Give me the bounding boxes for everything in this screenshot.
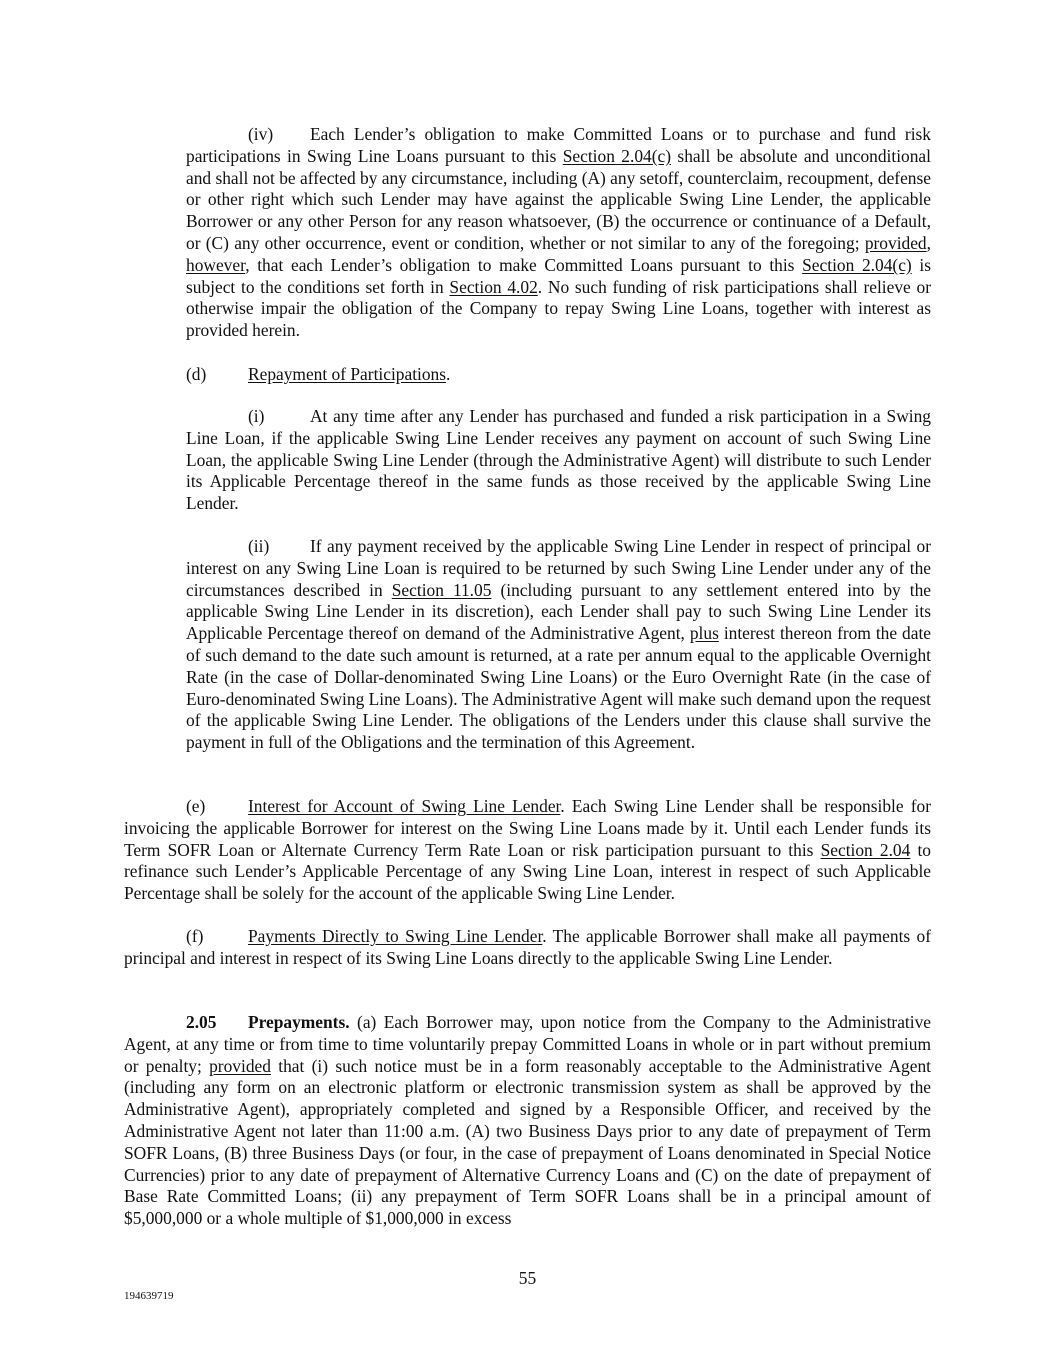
section-heading: Repayment of Participations (248, 364, 447, 384)
document-id: 194639719 (124, 1290, 174, 1302)
term-provided: provided (864, 232, 927, 253)
section-reference: Section 11.05 (391, 579, 492, 600)
section-reference: Section 2.04(c) (562, 145, 672, 166)
paragraph-number: (ii) (248, 536, 270, 556)
section-heading: Payments Directly to Swing Line Lender (248, 926, 543, 946)
term-however: however (186, 254, 246, 275)
section-number: 2.05 (186, 1012, 217, 1032)
paragraph-iv: (iv) Each Lender’s obligation to make Committed Loans or to purchase and fund risk participations in Swing Line Loans pursuant to this Section 2.04(c) shall be absolute and unconditional and shall not be affected by any circumstance, including (A) any setoff, counterclaim, recoupment, defense or other right which such Lender may have against the applicable Swing Line Lender, the applicable Borrower or any other Person for any reason whatsoever, (B) the occurrence or continuance of a Default, or (C) any other occurrence, event or condition, whether or not similar to any of the foregoing; provided, however, that each Lender’s obligation to make Committed Loans pursuant to this Section 2.04(c) is subject to the conditions set forth in Section 4.02. No such funding of risk participations shall relieve or otherwise impair the obligation of the Company to repay Swing Line Loans, together with interest as provided herein. (186, 124, 932, 341)
paragraph-number: (e) (186, 796, 206, 816)
paragraph-number: (i) (248, 406, 265, 426)
term-provided: provided (209, 1055, 271, 1076)
paragraph-e: (e) Interest for Account of Swing Line Lender. Each Swing Line Lender shall be responsible for invoicing the applicable Borrower for interest on the Swing Line Loans made by it. Until each Lender funds its Term SOFR Loan or Alternate Currency Term Rate Loan or risk participation pursuant to this Section 2.04 to refinance such Lender’s Applicable Percentage of any Swing Line Loan, interest in respect of such Applicable Percentage shall be solely for the account of the applicable Swing Line Lender. (124, 796, 932, 904)
section-reference: Section 4.02 (449, 276, 538, 297)
section-reference: Section 2.04(c) (802, 254, 912, 275)
paragraph-ii: (ii) If any payment received by the applicable Swing Line Lender in respect of principal or interest on any Swing Line Loan is required to be returned by such Swing Line Lender under any of the circumstances described in Section 11.05 (including pursuant to any settlement entered into by the applicable Swing Line Lender in its discretion), each Lender shall pay to such Swing Line Lender its Applicable Percentage thereof on demand of the Administrative Agent, plus interest thereon from the date of such demand to the date such amount is returned, at a rate per annum equal to the applicable Overnight Rate (in the case of Dollar-denominated Swing Line Loans) or the Euro Overnight Rate (in the case of Euro-denominated Swing Line Loans). The Administrative Agent will make such demand upon the request of the applicable Swing Line Lender. The obligations of the Lenders under this clause shall survive the payment in full of the Obligations and the termination of this Agreement. (186, 536, 931, 753)
section-heading: Interest for Account of Swing Line Lender (248, 796, 561, 816)
section-2-05: 2.05 Prepayments. (a) Each Borrower may, upon notice from the Company to the Administrative Agent, at any time or from time to time voluntarily prepay Committed Loans in whole or in part without premium or penalty; provided that (i) such notice must be in a form reasonably acceptable to the Administrative Agent (including any form on an electronic platform or electronic transmission system as shall be approved by the Administrative Agent), appropriately completed and signed by a Responsible Officer, and received by the Administrative Agent not later than 11:00 a.m. (A) two Business Days prior to any date of prepayment of Term SOFR Loans, (B) three Business Days (or four, in the case of prepayment of Loans denominated in Special Notice Currencies) prior to any date of prepayment of Alternative Currency Loans and (C) on the date of prepayment of Base Rate Committed Loans; (ii) any prepayment of Term SOFR Loans shall be in a principal amount of $5,000,000 or a whole multiple of $1,000,000 in excess (124, 1012, 931, 1229)
section-reference: Section 2.04 (820, 839, 911, 860)
term-plus: plus (689, 623, 719, 644)
paragraph-number: (f) (186, 926, 204, 946)
paragraph-f: (f) Payments Directly to Swing Line Lender. The applicable Borrower shall make all payments of principal and interest in respect of its Swing Line Loans directly to the applicable Swing Line Lender. (124, 926, 931, 968)
paragraph-d: (d) Repayment of Participations. (186, 364, 451, 384)
paragraph-number: (d) (186, 364, 207, 384)
section-heading: Prepayments. (248, 1012, 350, 1032)
paragraph-i: (i) At any time after any Lender has purchased and funded a risk participation in a Swing Line Loan, if the applicable Swing Line Lender receives any payment on account of such Swing Line Loan, the applicable Swing Line Lender (through the Administrative Agent) will distribute to such Lender its Applicable Percentage thereof in the same funds as those received by the applicable Swing Line Lender. (186, 406, 931, 514)
paragraph-number: (iv) (248, 124, 274, 144)
page-number: 55 (518, 1268, 537, 1288)
